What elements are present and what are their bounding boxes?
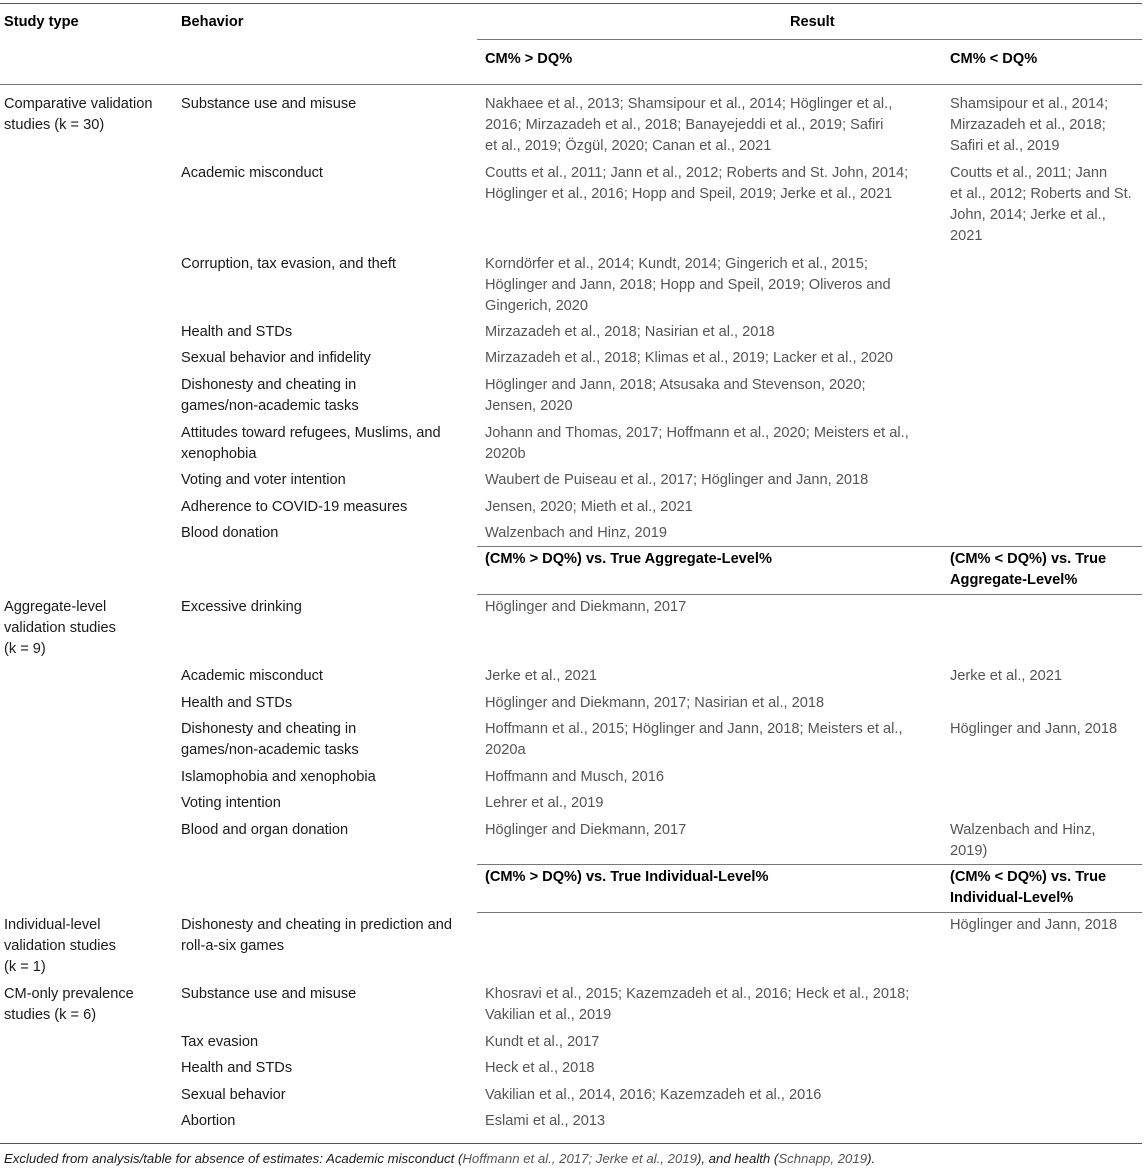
result-gt-cell[interactable]: 2016; Mirzazadeh et al., 2018; Banayejeddi et al., 2019; Safiri [485, 117, 884, 133]
subheader-individual-gt: (CM% > DQ%) vs. True Individual-Level% [485, 869, 769, 885]
individual-subheader-bottom-rule [477, 912, 1142, 913]
behavior-cell: games/non-academic tasks [181, 398, 359, 414]
result-lt-cell[interactable]: Höglinger and Jann, 2018 [950, 721, 1118, 737]
result-gt-cell[interactable]: Johann and Thomas, 2017; Hoffmann et al., 2020; Meisters et al., [485, 425, 909, 441]
result-lt-cell[interactable]: Shamsipour et al., 2014; [950, 96, 1109, 112]
result-lt-cell[interactable]: Höglinger and Jann, 2018 [950, 917, 1118, 933]
behavior-cell: Voting and voter intention [181, 472, 346, 488]
result-gt-cell[interactable]: Korndörfer et al., 2014; Kundt, 2014; Gingerich et al., 2015; [485, 256, 868, 272]
result-gt-cell[interactable]: Waubert de Puiseau et al., 2017; Höglinger and Jann, 2018 [485, 472, 869, 488]
table-top-rule [0, 3, 1142, 4]
table-page: Study type Behavior Result CM% > DQ% CM% < DQ% Comparative validation studies (k = 30) Aggregate-level validation studies (k = 9) Individual-level validation studies (k = 1) CM-only prevalence studies (k = 6) (CM% > DQ%) vs. True Aggregate-Level% (CM% < DQ%) vs. True Aggregate-Level% (CM% > DQ%) vs. True Individual-Level% (CM% < DQ%) vs. True Individual-Level% Substance use and misuse Nakhaee et al., 2013; Shamsipour et al., 2014; Höglinger et al., 2016; Mirzazadeh et al., 2018; Banayejeddi et al., 2019; Safiri et al., 2019; Özgül, 2020; Canan et al., 2021 Shamsipour et al., 2014; Mirzazadeh et al., 2018; Safiri et al., 2019 Academic misconduct Coutts et al., 2011; Jann et al., 2012; Roberts and St. John, 2014; Höglinger et al., 2016; Hopp and Speil, 2019; Jerke et al., 2021 Coutts et al., 2011; Jann et al., 2012; Roberts and St. John, 2014; Jerke et al., 2021 Corruption, tax evasion, and theft Korndörfer et al., 2014; Kundt, 2014; Gingerich et al., 2015; Höglinger and Jann, 2018; Hopp and Speil, 2019; Oliveros and Gingerich, 2020 Health and STDs Mirzazadeh et al., 2018; Nasirian et al., 2018 Sexual behavior and infidelity Mirzazadeh et al., 2018; Klimas et al., 2019; Lacker et al., 2020 Dishonesty and cheating in games/non-academic tasks Höglinger and Jann, 2018; Atsusaka and Stevenson, 2020; Jensen, 2020 Attitudes toward refugees, Muslims, and xenophobia Johann and Thomas, 2017; Hoffmann et al., 2020; Meisters et al., 2020b Voting and voter intention Waubert de Puiseau et al., 2017; Höglinger and Jann, 2018 Adherence to COVID-19 measures Jensen, 2020; Mieth et al., 2021 Blood donation Walzenbach and Hinz, 2019 Excessive drinking Höglinger and Diekmann, 2017 Academic misconduct Jerke et al., 2021 Jerke et al., 2021 Health and STDs Höglinger and Diekmann, 2017; Nasirian et al., 2018 Dishonesty and cheating in games/non-academic tasks Hoffmann et al., 2015; Höglinger and Jann, 2018; Meisters et al., 2020a Höglinger and Jann, 2018 Islamophobia and xenophobia Hoffmann and Musch, 2016 Voting intention Lehrer et al., 2019 Blood and organ donation Höglinger and Diekmann, 2017 Walzenbach and Hinz, 2019) Dishonesty and cheating in prediction and roll-a-six games Höglinger and Jann, 2018 Substance use and misuse Khosravi et al., 2015; Kazemzadeh et al., 2016; Heck et al., 2018; Vakilian et al., 2019 Tax evasion Kundt et al., 2017 Health and STDs Heck et al., 2018 Sexual behavior Vakilian et al., 2014, 2016; Kazemzadeh et al., 2016 Abortion Eslami et al., 2013 Excluded from analysis/table for absence of estimates: Academic misconduct (Hoffmann et al., 2017; Jerke et al., 2019), and health (Schnapp, 2019). [0, 0, 1145, 1171]
result-gt-cell[interactable]: 2020b [485, 446, 526, 462]
result-gt-cell[interactable]: Eslami et al., 2013 [485, 1113, 606, 1129]
behavior-cell: Blood and organ donation [181, 822, 349, 838]
header-cm-lt-dq: CM% < DQ% [950, 51, 1038, 67]
result-lt-cell[interactable]: Mirzazadeh et al., 2018; [950, 117, 1106, 133]
result-gt-cell[interactable]: Vakilian et al., 2019 [485, 1007, 612, 1023]
header-bottom-rule [0, 84, 1142, 85]
result-gt-cell[interactable]: Walzenbach and Hinz, 2019 [485, 525, 667, 541]
result-gt-cell[interactable]: Höglinger and Jann, 2018; Atsusaka and Stevenson, 2020; [485, 377, 866, 393]
result-lt-cell[interactable]: 2021 [950, 228, 983, 244]
result-gt-cell[interactable]: Höglinger et al., 2016; Hopp and Speil, 2019; Jerke et al., 2021 [485, 186, 893, 202]
result-lt-cell[interactable]: et al., 2012; Roberts and St. [950, 186, 1132, 202]
header-behavior: Behavior [181, 14, 244, 30]
result-gt-cell[interactable]: Jensen, 2020; Mieth et al., 2021 [485, 499, 693, 515]
result-gt-cell[interactable]: 2020a [485, 742, 526, 758]
behavior-cell: games/non-academic tasks [181, 742, 359, 758]
header-study-type: Study type [4, 14, 79, 30]
result-lt-cell[interactable]: Coutts et al., 2011; Jann [950, 165, 1108, 181]
footnote-ref-2[interactable]: Schnapp, 2019 [778, 1151, 868, 1166]
result-gt-cell[interactable]: Höglinger and Diekmann, 2017 [485, 822, 687, 838]
aggregate-subheader-top-rule [477, 546, 1142, 547]
result-gt-cell[interactable]: Heck et al., 2018 [485, 1060, 595, 1076]
behavior-cell: Health and STDs [181, 1060, 293, 1076]
behavior-cell: Substance use and misuse [181, 96, 357, 112]
behavior-cell: Tax evasion [181, 1034, 259, 1050]
result-lt-cell[interactable]: Safiri et al., 2019 [950, 138, 1060, 154]
behavior-cell: Dishonesty and cheating in prediction and [181, 917, 452, 933]
result-gt-cell[interactable]: Mirzazadeh et al., 2018; Klimas et al., 2019; Lacker et al., 2020 [485, 350, 894, 366]
behavior-cell: Academic misconduct [181, 165, 323, 181]
result-gt-cell[interactable]: Höglinger and Jann, 2018; Hopp and Speil, 2019; Oliveros and [485, 277, 891, 293]
result-gt-cell[interactable]: et al., 2019; Özgül, 2020; Canan et al., 2021 [485, 138, 772, 154]
behavior-cell: Excessive drinking [181, 599, 302, 615]
result-header-rule [477, 39, 1142, 40]
behavior-cell: Dishonesty and cheating in [181, 721, 357, 737]
result-lt-cell[interactable]: 2019) [950, 843, 988, 859]
result-gt-cell[interactable]: Gingerich, 2020 [485, 298, 589, 314]
subheader-aggregate-lt-line2: Aggregate-Level% [950, 572, 1078, 588]
behavior-cell: Health and STDs [181, 695, 293, 711]
behavior-cell: Blood donation [181, 525, 279, 541]
result-gt-cell[interactable]: Coutts et al., 2011; Jann et al., 2012; Roberts and St. John, 2014; [485, 165, 909, 181]
result-gt-cell[interactable]: Nakhaee et al., 2013; Shamsipour et al., 2014; Höglinger et al., [485, 96, 893, 112]
behavior-cell: Academic misconduct [181, 668, 323, 684]
table-footnote: Excluded from analysis/table for absence of estimates: Academic misconduct (Hoffmann et al., 2017; Jerke et al., 2019), and health (Schnapp, 2019). [4, 1151, 876, 1166]
result-gt-cell[interactable]: Mirzazadeh et al., 2018; Nasirian et al., 2018 [485, 324, 775, 340]
behavior-cell: Abortion [181, 1113, 236, 1129]
behavior-cell: Health and STDs [181, 324, 293, 340]
subheader-aggregate-lt-line1: (CM% < DQ%) vs. True [950, 551, 1107, 567]
subheader-individual-lt-line1: (CM% < DQ%) vs. True [950, 869, 1107, 885]
behavior-cell: Sexual behavior and infidelity [181, 350, 371, 366]
behavior-cell: roll-a-six games [181, 938, 284, 954]
behavior-cell: Voting intention [181, 795, 281, 811]
result-gt-cell[interactable]: Lehrer et al., 2019 [485, 795, 604, 811]
result-lt-cell[interactable]: Jerke et al., 2021 [950, 668, 1062, 684]
subheader-individual-lt-line2: Individual-Level% [950, 890, 1074, 906]
result-gt-cell[interactable]: Kundt et al., 2017 [485, 1034, 600, 1050]
header-cm-gt-dq: CM% > DQ% [485, 51, 573, 67]
result-gt-cell[interactable]: Jensen, 2020 [485, 398, 573, 414]
behavior-cell: Attitudes toward refugees, Muslims, and [181, 425, 441, 441]
behavior-cell: xenophobia [181, 446, 257, 462]
result-gt-cell[interactable]: Höglinger and Diekmann, 2017 [485, 599, 687, 615]
result-gt-cell[interactable]: Hoffmann et al., 2015; Höglinger and Jann, 2018; Meisters et al., [485, 721, 903, 737]
table-bottom-rule [0, 1143, 1142, 1144]
result-lt-cell[interactable]: Walzenbach and Hinz, [950, 822, 1096, 838]
result-lt-cell[interactable]: John, 2014; Jerke et al., [950, 207, 1106, 223]
header-result: Result [790, 14, 835, 30]
behavior-cell: Adherence to COVID-19 measures [181, 499, 408, 515]
behavior-cell: Corruption, tax evasion, and theft [181, 256, 396, 272]
result-gt-cell[interactable]: Höglinger and Diekmann, 2017; Nasirian et al., 2018 [485, 695, 825, 711]
result-gt-cell[interactable]: Khosravi et al., 2015; Kazemzadeh et al., 2016; Heck et al., 2018; [485, 986, 910, 1002]
result-gt-cell[interactable]: Hoffmann and Musch, 2016 [485, 769, 665, 785]
individual-subheader-top-rule [477, 864, 1142, 865]
behavior-cell: Islamophobia and xenophobia [181, 769, 376, 785]
subheader-aggregate-gt: (CM% > DQ%) vs. True Aggregate-Level% [485, 551, 772, 567]
result-gt-cell[interactable]: Jerke et al., 2021 [485, 668, 597, 684]
behavior-cell: Sexual behavior [181, 1087, 286, 1103]
result-gt-cell[interactable]: Vakilian et al., 2014, 2016; Kazemzadeh et al., 2016 [485, 1087, 822, 1103]
footnote-ref-1[interactable]: Hoffmann et al., 2017; Jerke et al., 2019 [462, 1151, 697, 1166]
aggregate-subheader-bottom-rule [477, 594, 1142, 595]
behavior-cell: Dishonesty and cheating in [181, 377, 357, 393]
behavior-cell: Substance use and misuse [181, 986, 357, 1002]
